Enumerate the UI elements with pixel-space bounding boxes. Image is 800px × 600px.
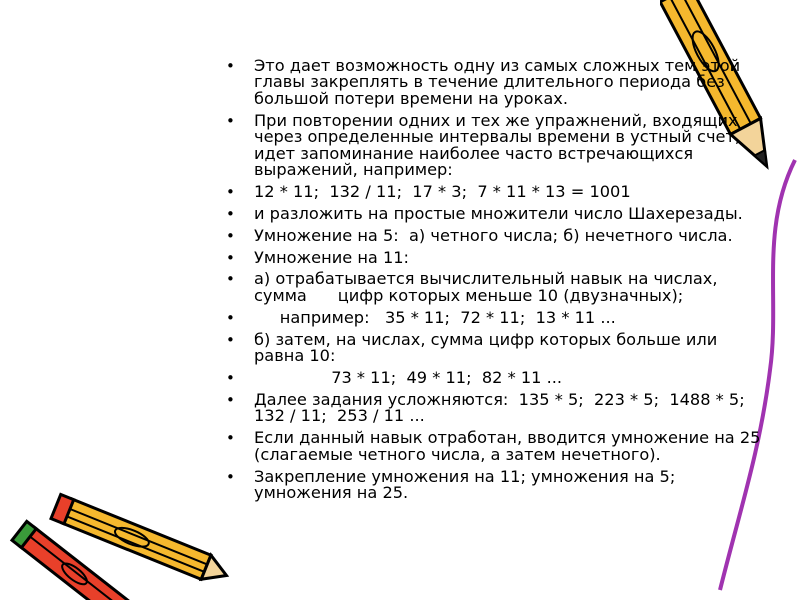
bullet-dot: • bbox=[226, 226, 235, 245]
list-item bbox=[222, 307, 767, 327]
bullet-dot: • bbox=[226, 248, 235, 267]
bullet-dot: • bbox=[226, 429, 235, 448]
list-item bbox=[222, 247, 767, 267]
bullet-dot: • bbox=[226, 467, 235, 486]
list-item-text: Умножение на 5: а) четного числа; б) нечетного числа. bbox=[254, 225, 733, 245]
list-item bbox=[222, 370, 767, 386]
list-item bbox=[222, 329, 767, 366]
bullet-dot: • bbox=[226, 182, 235, 201]
list-item bbox=[222, 110, 767, 179]
bullet-dot: • bbox=[226, 369, 235, 387]
list-item bbox=[222, 466, 767, 502]
list-item bbox=[222, 203, 767, 223]
list-item-text: например: 35 * 11; 72 * 11; 13 * 11 ... bbox=[254, 307, 616, 327]
list-item bbox=[222, 225, 767, 245]
list-item-text: б) затем, на числах, сумма цифр которых больше или равна 10: bbox=[254, 329, 738, 366]
bullet-dot: • bbox=[226, 111, 235, 130]
list-item bbox=[222, 430, 767, 463]
bullet-dot: • bbox=[226, 204, 235, 223]
list-item-text: Это дает возможность одну из самых сложных тем этой главы закреплять в течение длительного периода без большой потери времени на уроках. bbox=[254, 56, 746, 108]
list-item-text: Закрепление умножения на 11; умножения на 5; умножения на 25. bbox=[254, 466, 681, 502]
bullet-list bbox=[222, 58, 767, 507]
bullet-dot: • bbox=[226, 57, 235, 75]
bullet-dot: • bbox=[226, 270, 235, 289]
list-item-text: Далее задания усложняются: 135 * 5; 223 * 5; 1488 * 5; 132 / 11; 253 / 11 ... bbox=[254, 389, 755, 426]
list-item bbox=[222, 271, 767, 304]
list-item-text: и разложить на простые множители число Шахерезады. bbox=[254, 203, 743, 223]
list-item bbox=[222, 389, 767, 426]
list-item-text: а) отрабатывается вычислительный навык на числах, сумма цифр которых меньше 10 (двузначных); bbox=[254, 269, 723, 305]
bullet-dot: • bbox=[226, 330, 235, 349]
list-item-text: 12 * 11; 132 / 11; 17 * 3; 7 * 11 * 13 = 1001 bbox=[254, 181, 631, 201]
bullet-dot: • bbox=[226, 308, 235, 327]
list-item-text: Если данный навык отработан, вводится умножение на 25 (слагаемые четного числа, а затем нечетного). bbox=[254, 428, 766, 464]
list-item bbox=[222, 181, 767, 201]
list-item-text: 73 * 11; 49 * 11; 82 * 11 ... bbox=[254, 368, 563, 387]
list-item bbox=[222, 58, 767, 107]
pencils-icon bbox=[0, 480, 230, 600]
list-item-text: При повторении одних и тех же упражнений, входящих через определенные интервалы времени в устный счет, идет запоминание наиболее часто встречающихся выражений, например: bbox=[254, 110, 746, 179]
list-item-text: Умножение на 11: bbox=[254, 247, 410, 267]
bullet-dot: • bbox=[226, 390, 235, 409]
